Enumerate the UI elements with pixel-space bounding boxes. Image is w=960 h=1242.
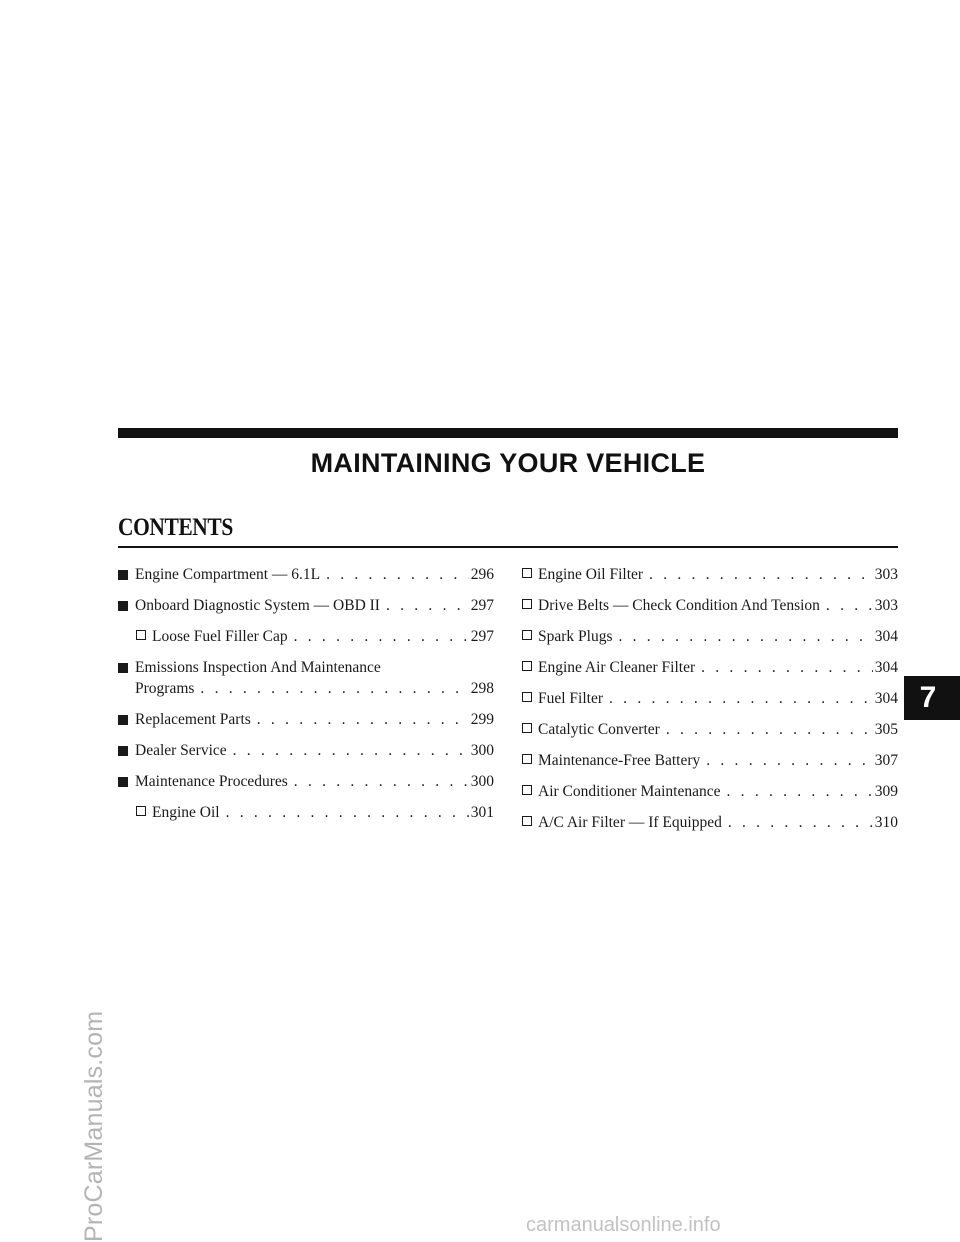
filled-square-bullet-icon	[118, 777, 128, 787]
leader-dots	[727, 783, 873, 801]
open-square-bullet-icon	[136, 806, 146, 816]
chapter-top-rule	[118, 428, 898, 438]
toc-entry-engine-oil-filter[interactable]: Engine Oil Filter . . . 303	[522, 566, 898, 584]
open-square-bullet-icon	[522, 568, 532, 578]
chapter-title: MAINTAINING YOUR VEHICLE	[310, 448, 706, 478]
leader-dots	[666, 721, 873, 739]
leader-dots	[294, 628, 469, 646]
toc-entry-engine-compartment[interactable]: Engine Compartment — 6.1L . . . 296	[118, 566, 494, 584]
page-number: 301	[470, 804, 494, 821]
filled-square-bullet-icon	[118, 715, 128, 725]
leader-dots	[728, 814, 873, 832]
filled-square-bullet-icon	[118, 746, 128, 756]
open-square-bullet-icon	[522, 630, 532, 640]
open-square-bullet-icon	[522, 599, 532, 609]
toc-entry-obd-ii[interactable]: Onboard Diagnostic System — OBD II . . . 297	[118, 597, 494, 615]
vertical-watermark: ProCarManuals.com	[80, 1010, 108, 1242]
page-number: 305	[874, 721, 898, 738]
leader-dots	[826, 597, 873, 615]
filled-square-bullet-icon	[118, 601, 128, 611]
open-square-bullet-icon	[522, 723, 532, 733]
leader-dots	[701, 659, 873, 677]
page-number: 307	[874, 752, 898, 769]
toc-entry-maintenance-free-battery[interactable]: Maintenance-Free Battery . . . 307	[522, 752, 898, 770]
open-square-bullet-icon	[522, 816, 532, 826]
toc-right-column	[522, 566, 898, 845]
leader-dots	[619, 628, 873, 646]
toc-entry-maintenance-procedures[interactable]: Maintenance Procedures . . . 300	[118, 773, 494, 791]
open-square-bullet-icon	[136, 630, 146, 640]
chapter-tab-number: 7	[919, 681, 937, 714]
filled-square-bullet-icon	[118, 663, 128, 673]
page-number: 300	[470, 742, 494, 759]
leader-dots	[609, 690, 873, 708]
page-number: 298	[470, 680, 494, 697]
page-number: 304	[874, 628, 898, 645]
leader-dots	[294, 773, 469, 791]
page-number: 310	[874, 814, 898, 831]
open-square-bullet-icon	[522, 692, 532, 702]
page-number: 297	[470, 628, 494, 645]
page-number: 300	[470, 773, 494, 790]
toc-entry-replacement-parts[interactable]: Replacement Parts . . . 299	[118, 711, 494, 729]
leader-dots	[200, 680, 468, 698]
toc-entry-dealer-service[interactable]: Dealer Service . . . 300	[118, 742, 494, 760]
contents-heading: CONTENTS	[118, 514, 233, 541]
toc-entry-air-conditioner-maintenance[interactable]: Air Conditioner Maintenance . . . 309	[522, 783, 898, 801]
filled-square-bullet-icon	[118, 570, 128, 580]
leader-dots	[233, 742, 469, 760]
bottom-watermark: carmanualsonline.info	[526, 1214, 721, 1236]
toc-entry-spark-plugs[interactable]: Spark Plugs . . . 304	[522, 628, 898, 646]
page-number: 296	[470, 566, 494, 583]
page-number: 309	[874, 783, 898, 800]
open-square-bullet-icon	[522, 754, 532, 764]
chapter-tab[interactable]	[904, 676, 960, 720]
leader-dots	[649, 566, 873, 584]
toc-entry-loose-fuel-filler-cap[interactable]: Loose Fuel Filler Cap . . . 297	[118, 628, 494, 646]
page-number: 303	[874, 566, 898, 583]
toc-entry-emissions-inspection[interactable]: Emissions Inspection And Maintenance Programs . . . 298	[118, 659, 494, 698]
toc-entry-drive-belts[interactable]: Drive Belts — Check Condition And Tension . . . 303	[522, 597, 898, 615]
page-number: 299	[470, 711, 494, 728]
toc-entry-ac-air-filter[interactable]: A/C Air Filter — If Equipped . . . 310	[522, 814, 898, 832]
open-square-bullet-icon	[522, 785, 532, 795]
page-number: 304	[874, 690, 898, 707]
page-number: 304	[874, 659, 898, 676]
toc-left-column	[118, 566, 494, 835]
leader-dots	[326, 566, 469, 584]
contents-rule	[118, 546, 898, 548]
toc-entry-catalytic-converter[interactable]: Catalytic Converter . . . 305	[522, 721, 898, 739]
page-number: 297	[470, 597, 494, 614]
page-number: 303	[874, 597, 898, 614]
leader-dots	[226, 804, 469, 822]
toc-entry-fuel-filter[interactable]: Fuel Filter . . . 304	[522, 690, 898, 708]
leader-dots	[706, 752, 873, 770]
leader-dots	[257, 711, 469, 729]
open-square-bullet-icon	[522, 661, 532, 671]
toc-entry-engine-air-cleaner-filter[interactable]: Engine Air Cleaner Filter . . . 304	[522, 659, 898, 677]
toc-entry-engine-oil[interactable]: Engine Oil . . . 301	[118, 804, 494, 822]
leader-dots	[386, 597, 469, 615]
